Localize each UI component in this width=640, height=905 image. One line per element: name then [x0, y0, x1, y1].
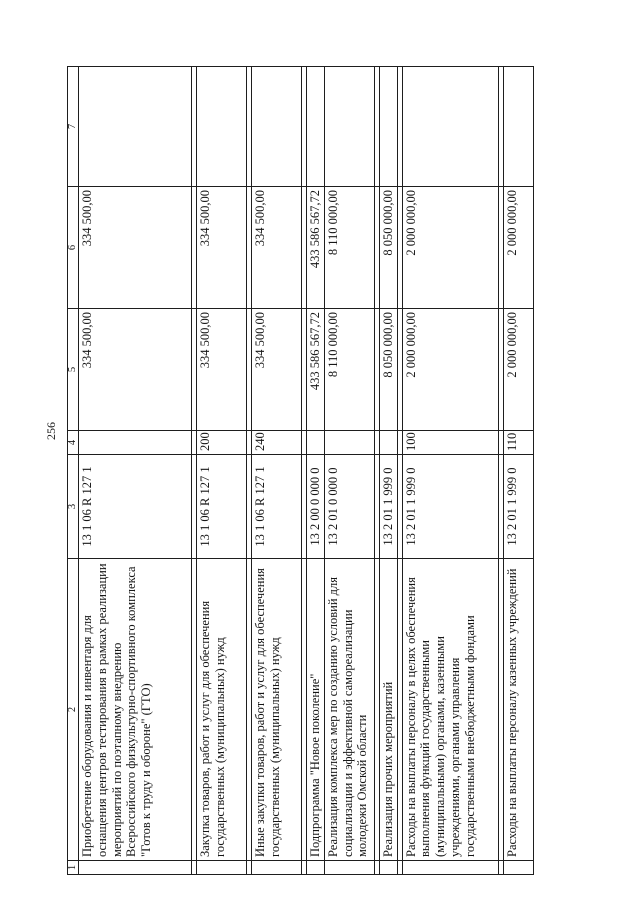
item-name: Реализация прочих мероприятий: [379, 559, 397, 861]
blank-cell: [252, 67, 302, 187]
amount-col5: 8 110 000,00: [324, 309, 374, 431]
item-name: Приобретение оборудования и инвентаря для оснащения центров тестирования в рамках реализации мероприятий по поэтапному внедрению Всероссийского физкультурно-спортивного комплекса "Готов к труду и обороне" (ГТО): [79, 559, 192, 861]
blank-cell: [379, 861, 397, 875]
amount-col5: 2 000 000,00: [503, 309, 533, 431]
amount-col6: 2 000 000,00: [402, 187, 498, 309]
amount-col5: 433 586 567,72: [307, 309, 325, 431]
blank-cell: [402, 861, 498, 875]
item-name: Расходы на выплаты персоналу в целях обеспечения выполнения функций государственными (муниципальными) органами, казенными учреждениями, органами управления государственными внебюджетными фондами: [402, 559, 498, 861]
blank-cell: [252, 861, 302, 875]
blank-cell: [307, 67, 325, 187]
amount-col6: 334 500,00: [197, 187, 247, 309]
amount-col6: 334 500,00: [252, 187, 302, 309]
rotated-page: [67, 67, 572, 875]
amount-col5: 334 500,00: [197, 309, 247, 431]
amount-col6: 2 000 000,00: [503, 187, 533, 309]
amount-col5: 334 500,00: [79, 309, 192, 431]
table-row: [197, 67, 247, 875]
table-row: [324, 67, 374, 875]
expense-type: [307, 431, 325, 455]
amount-col5: 8 050 000,00: [379, 309, 397, 431]
target-code: 13 1 06 R 127 1: [252, 455, 302, 559]
table-row: [79, 67, 192, 875]
target-code: 13 2 01 1 999 0: [402, 455, 498, 559]
budget-table: [67, 66, 534, 875]
target-code: 13 2 01 0 000 0: [324, 455, 374, 559]
column-number: 1: [68, 861, 79, 875]
target-code: 13 1 06 R 127 1: [197, 455, 247, 559]
item-name: Иные закупки товаров, работ и услуг для обеспечения государственных (муниципальных) нужд: [252, 559, 302, 861]
item-name: Закупка товаров, работ и услуг для обеспечения государственных (муниципальных) нужд: [197, 559, 247, 861]
blank-cell: [503, 861, 533, 875]
expense-type: [324, 431, 374, 455]
table-row: [402, 67, 498, 875]
blank-cell: [324, 67, 374, 187]
item-name: Расходы на выплаты персоналу казенных учреждений: [503, 559, 533, 861]
column-number: 6: [68, 187, 79, 309]
amount-col6: 8 110 000,00: [324, 187, 374, 309]
expense-type: 240: [252, 431, 302, 455]
table-row: [503, 67, 533, 875]
amount-col6: 334 500,00: [79, 187, 192, 309]
blank-cell: [79, 861, 192, 875]
expense-type: [79, 431, 192, 455]
table-row: [379, 67, 397, 875]
blank-cell: [379, 67, 397, 187]
expense-type: [379, 431, 397, 455]
column-number: 2: [68, 559, 79, 861]
blank-cell: [402, 67, 498, 187]
blank-cell: [79, 67, 192, 187]
target-code: 13 1 06 R 127 1: [79, 455, 192, 559]
amount-col6: 8 050 000,00: [379, 187, 397, 309]
item-name: Подпрограмма "Новое поколение": [307, 559, 325, 861]
blank-cell: [503, 67, 533, 187]
item-name: Реализация комплекса мер по созданию условий для социализации и эффективной самореализации молодежи Омской области: [324, 559, 374, 861]
table-row: [252, 67, 302, 875]
column-number: 3: [68, 455, 79, 559]
column-numbers-row: [68, 67, 79, 875]
blank-cell: [324, 861, 374, 875]
target-code: 13 2 01 1 999 0: [379, 455, 397, 559]
table-row: [307, 67, 325, 875]
blank-cell: [307, 861, 325, 875]
column-number: 5: [68, 309, 79, 431]
expense-type: 100: [402, 431, 498, 455]
expense-type: 110: [503, 431, 533, 455]
target-code: 13 2 00 0 000 0: [307, 455, 325, 559]
amount-col5: 334 500,00: [252, 309, 302, 431]
page-number: 256: [44, 422, 58, 440]
column-number: 7: [68, 67, 79, 187]
amount-col6: 433 586 567,72: [307, 187, 325, 309]
amount-col5: 2 000 000,00: [402, 309, 498, 431]
target-code: 13 2 01 1 999 0: [503, 455, 533, 559]
blank-cell: [197, 861, 247, 875]
column-number: 4: [68, 431, 79, 455]
blank-cell: [197, 67, 247, 187]
expense-type: 200: [197, 431, 247, 455]
